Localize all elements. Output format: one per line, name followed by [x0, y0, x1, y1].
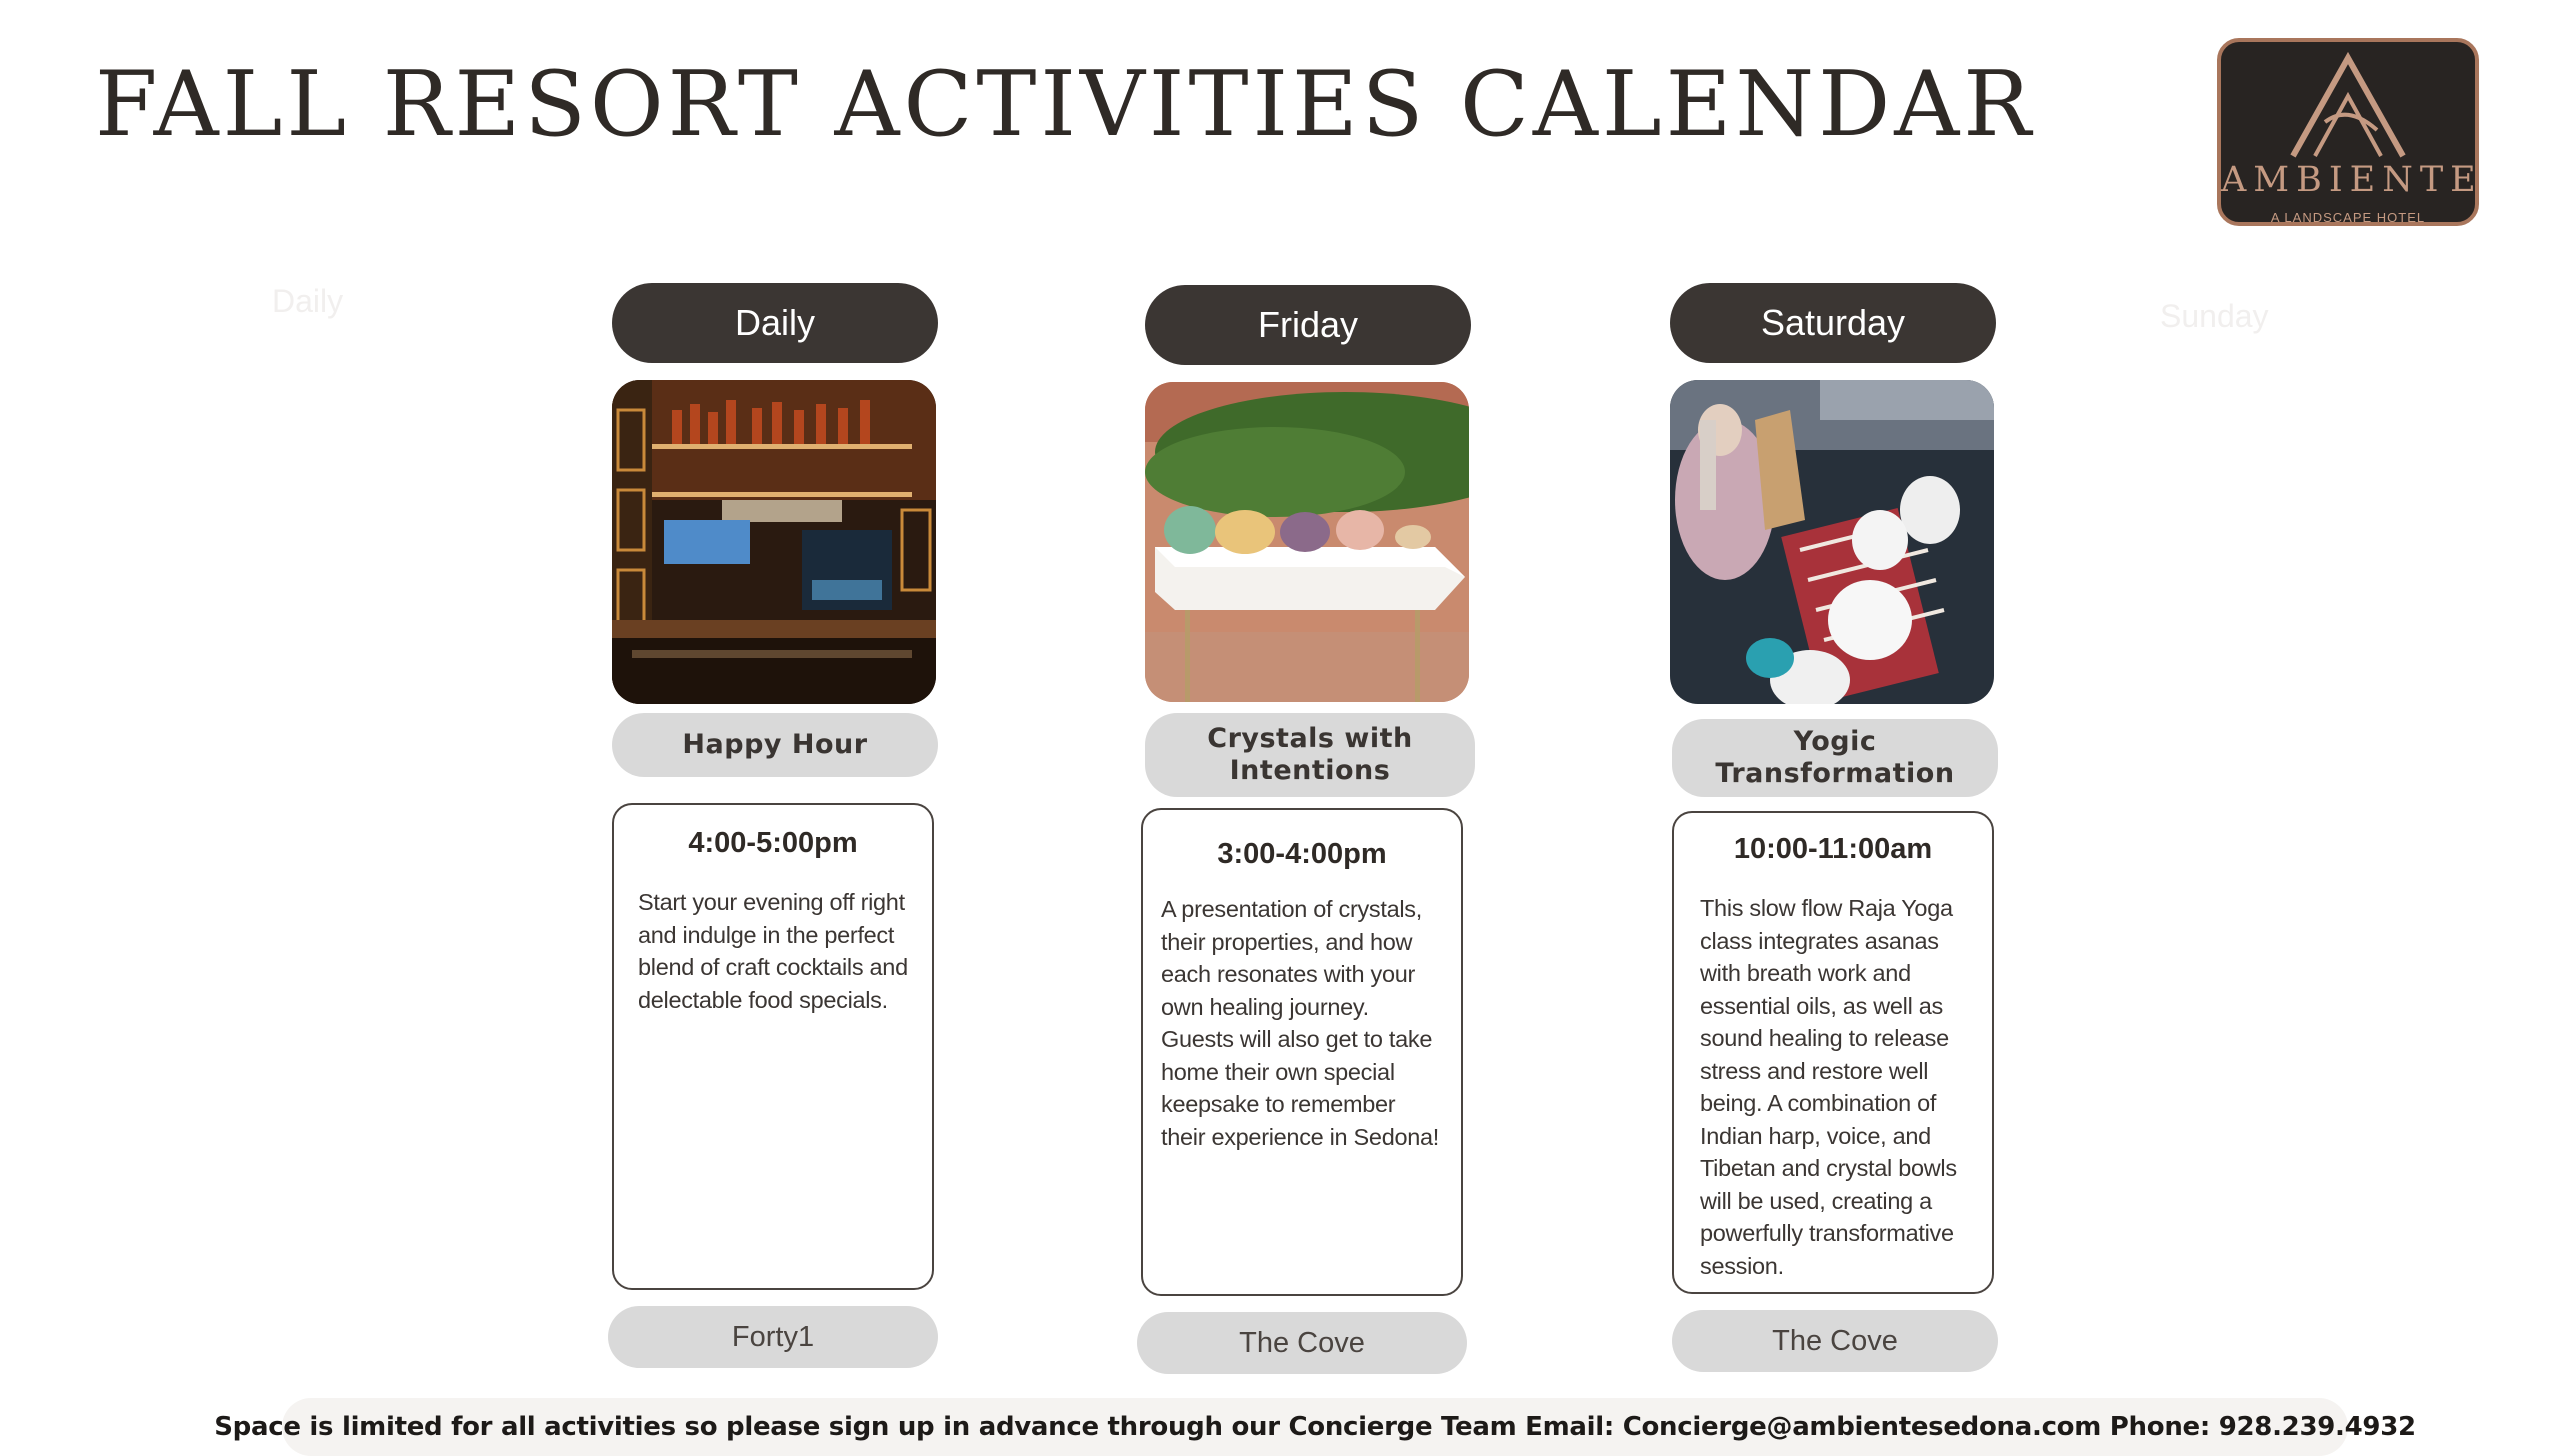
activity-time: 4:00-5:00pm	[688, 827, 858, 859]
activity-location: Forty1	[608, 1306, 938, 1368]
activity-name: Yogic Transformation	[1672, 719, 1998, 797]
activity-description: Start your evening off right and indulge in the perfect blend of craft cocktails and delectable food specials.	[638, 889, 908, 1013]
activity-name: Happy Hour	[612, 713, 938, 777]
day-label: Saturday	[1670, 283, 1996, 363]
activity-details	[612, 803, 934, 1290]
activity-time: 3:00-4:00pm	[1217, 838, 1387, 870]
activity-description: A presentation of crystals, their properties, and how each resonates with your own healing journey. Guests will also get to take home their own special keepsake to remember their experience in Sedona!	[1161, 896, 1440, 1150]
activity-details	[1672, 811, 1994, 1294]
ambiente-a-icon	[2285, 52, 2411, 162]
activity-name: Crystals with Intentions	[1145, 713, 1475, 797]
activity-location: The Cove	[1137, 1312, 1467, 1374]
logo-tagline: A LANDSCAPE HOTEL	[2270, 210, 2426, 225]
activity-details	[1141, 808, 1463, 1296]
sound-healing-photo	[1670, 380, 1994, 704]
page-title: FALL RESORT ACTIVITIES CALENDAR	[95, 52, 2035, 157]
crystals-photo	[1145, 382, 1469, 702]
activity-location: The Cove	[1672, 1310, 1998, 1372]
ambiente-logo	[2217, 38, 2483, 226]
day-label: Daily	[612, 283, 938, 363]
ghost-label-daily: Daily	[272, 283, 344, 319]
activity-time: 10:00-11:00am	[1733, 833, 1933, 865]
day-label: Friday	[1145, 285, 1471, 365]
activity-description: This slow flow Raja Yoga class integrates asanas with breath work and essential oils, as well as sound healing to release stress and restore well being. A combination of Indian harp, voice, and Tibetan and crystal bowls will be used, creating a powerfully transformative session.	[1700, 895, 1957, 1279]
signup-footer: Space is limited for all activities so please sign up in advance through our Concierge Team Email: Concierge@ambientesedona.com Phone: 928.239.4932	[282, 1398, 2348, 1456]
logo-wordmark: AMBIENTE	[2221, 160, 2483, 200]
bar-photo	[612, 380, 936, 704]
ghost-label-sunday: Sunday	[2160, 298, 2269, 334]
